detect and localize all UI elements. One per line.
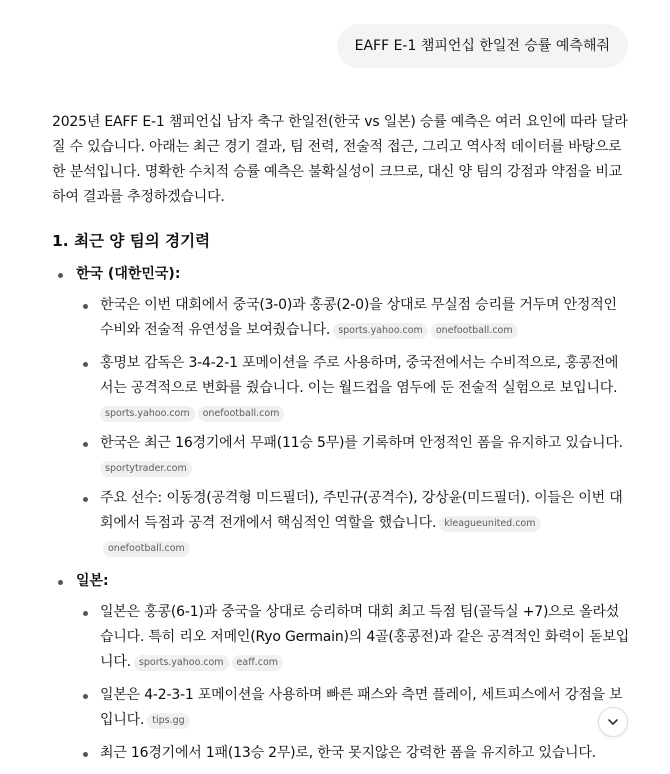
team-label-korea: 한국 (대한민국): — [76, 266, 181, 282]
source-chip[interactable]: onefootball.com — [103, 541, 190, 557]
team-item-japan — [52, 569, 630, 766]
source-chip[interactable]: eaff.com — [232, 655, 284, 671]
source-row — [100, 458, 630, 478]
list-item — [76, 293, 630, 343]
answer-intro: 2025년 EAFF E-1 챔피언십 남자 축구 한일전(한국 vs 일본) 승률 예측은 여러 요인에 따라 달라질 수 있습니다. 아래는 최근 경기 결과, 팀 전력, 전술적 접근, 그리고 역사적 데이터를 바탕으로 한 분석입니다. 명확한 수치적 승률 예측은 불확실성이 크므로, 대신 양 팀의 강점과 약점을 비교하여 결과를 추정하겠습니다. — [52, 114, 628, 205]
scroll-down-button[interactable] — [598, 707, 628, 737]
source-chip[interactable]: onefootball.com — [431, 323, 518, 339]
source-chip[interactable]: sportytrader.com — [100, 461, 192, 477]
list-item — [76, 683, 630, 733]
source-chip[interactable]: tips.gg — [147, 713, 189, 729]
point-text: 한국은 이번 대회에서 중국(3-0)과 홍콩(2-0)을 상대로 무실점 승리를 거두며 안정적인 수비와 전술적 유연성을 보여줬습니다. — [100, 297, 617, 338]
team-list — [52, 262, 630, 766]
point-text: 주요 선수: 이동경(공격형 미드필더), 주민규(공격수), 강상윤(미드필더). 이들은 이번 대회에서 득점과 공격 전개에서 핵심적인 역할을 했습니다. — [100, 490, 623, 531]
section-heading: 1. 최근 양 팀의 경기력 — [52, 232, 211, 250]
japan-points — [76, 600, 630, 766]
source-chip[interactable]: onefootball.com — [198, 406, 285, 422]
assistant-answer — [52, 110, 630, 774]
source-chip[interactable]: sports.yahoo.com — [333, 323, 428, 339]
point-text: 최근 16경기에서 1패(13승 2무)로, 한국 못지않은 강력한 폼을 유지하고 있습니다. — [100, 745, 596, 761]
list-item — [76, 741, 630, 766]
point-text: 한국은 최근 16경기에서 무패(11승 5무)를 기록하며 안정적인 폼을 유지하고 있습니다. — [100, 435, 623, 451]
list-item — [76, 600, 630, 675]
korea-points — [76, 293, 630, 561]
team-item-korea — [52, 262, 630, 561]
chevron-down-icon — [606, 715, 620, 729]
source-chip[interactable]: sports.yahoo.com — [100, 406, 195, 422]
source-chip[interactable]: sports.yahoo.com — [134, 655, 229, 671]
team-label-japan: 일본: — [76, 573, 109, 589]
list-item — [76, 486, 630, 561]
user-message-row — [337, 24, 628, 68]
point-text: 일본은 홍콩(6-1)과 중국을 상대로 승리하며 대회 최고 득점 팀(골득실 +7)으로 올라섰습니다. 특히 리오 저메인(Ryo Germain)의 4골(홍콩전)과 같은 공격적인 화력이 돋보입니다. — [100, 604, 630, 670]
point-text: 홍명보 감독은 3-4-2-1 포메이션을 주로 사용하며, 중국전에서는 수비적으로, 홍콩전에서는 공격적으로 변화를 줬습니다. 이는 월드컵을 염두에 둔 전술적 실험으로 보입니다. — [100, 355, 619, 396]
user-message-bubble: EAFF E-1 챔피언십 한일전 승률 예측해줘 — [337, 24, 628, 68]
list-item — [76, 351, 630, 423]
list-item — [76, 431, 630, 478]
source-chip[interactable]: kleagueunited.com — [439, 516, 540, 532]
point-text: 일본은 4-2-3-1 포메이션을 사용하며 빠른 패스와 측면 플레이, 세트피스에서 강점을 보입니다. — [100, 687, 623, 728]
source-row — [100, 403, 630, 423]
